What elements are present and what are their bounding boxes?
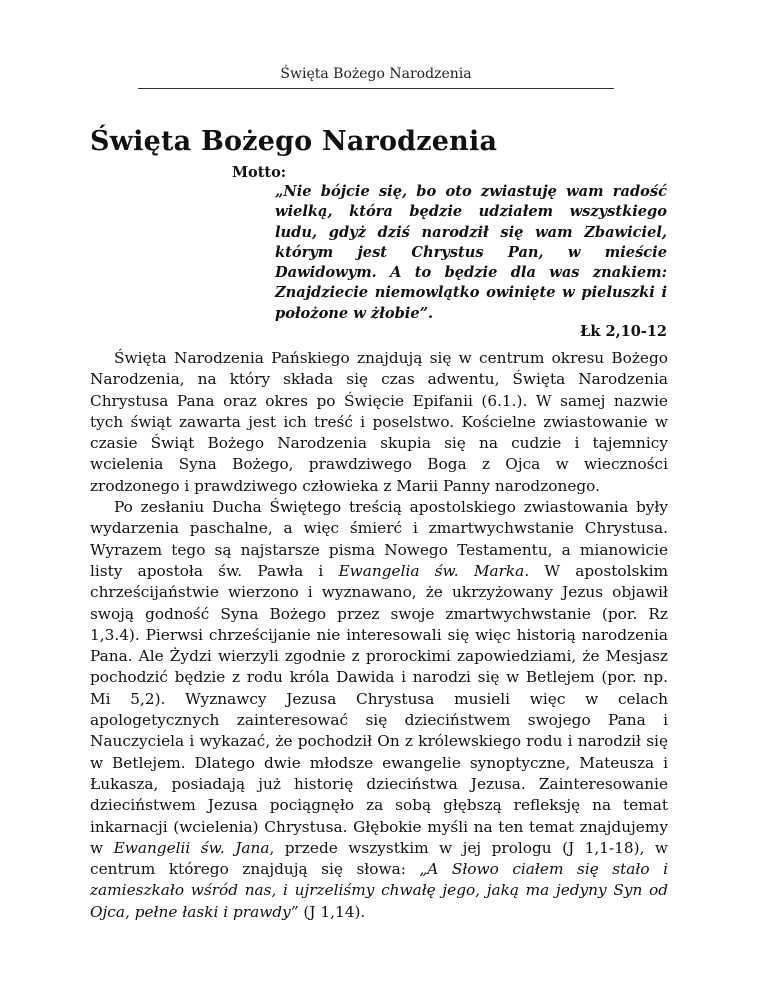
paragraph-2-text-a: Po zesłaniu Ducha Świętego treścią apostolskiego zwiastowania były wydarzenia paschalne, a więc śmierć i zmartwychwstanie Chrystusa. Wyrazem tego są najstarsze pisma Nowego Testamentu, a mianowicie listy apostoła św. Pawła i bbox=[90, 498, 668, 580]
header-rule bbox=[138, 88, 614, 89]
paragraph-2-text-c: , przede wszystkim w jej prologu (J 1,1-18), w centrum którego znajdują się słowa: bbox=[90, 838, 668, 879]
motto-source: Łk 2,10-12 bbox=[580, 323, 667, 340]
paragraph-2-quote-john: „A Słowo ciałem się stało i zamieszkało wśród nas, i ujrzeliśmy chwałę jego, jaką ma jedyny Syn od Ojca, pełne łaski i prawdy” bbox=[90, 860, 668, 921]
running-header: Święta Bożego Narodzenia bbox=[280, 66, 472, 82]
paragraph-1: Święta Narodzenia Pańskiego znajdują się w centrum okresu Bożego Narodzenia, na który składa się czas adwentu, Święta Narodzenia Chrystusa Pana oraz okres po Święcie Epifanii (6.1.). W samej nazwie tych świąt zawarta jest ich treść i poselstwo. Kościelne zwiastowanie w czasie Świąt Bożego Narodzenia skupia się na cudzie i tajemnicy wcielenia Syna Bożego, prawdziwego Boga z Ojca w wieczności zrodzonego i prawdziwego człowieka z Marii Panny narodzonego. bbox=[90, 349, 668, 495]
paragraph-2-text-d: (J 1,14). bbox=[298, 902, 366, 921]
motto-quote: „Nie bójcie się, bo oto zwiastuję wam radość wielką, która będzie udziałem wszystkiego ludu, gdyż dziś narodził się wam Zbawiciel, którym jest Chrystus Pan, w mieście Dawidowym. A to będzie dla was znakiem: Znajdziecie niemowlątko owinięte w pieluszki i położone w żłobie”. bbox=[275, 183, 667, 322]
motto-label: Motto: bbox=[232, 164, 287, 181]
paragraph-2-title-mark: Ewangelia św. Marka bbox=[338, 561, 525, 580]
paragraph-2 bbox=[90, 497, 668, 923]
chapter-title: Święta Bożego Narodzenia bbox=[90, 126, 498, 157]
body-text bbox=[90, 348, 668, 923]
paragraph-2-text-b: . W apostolskim chrześcijaństwie wierzono i wyznawano, że ukrzyżowany Jezus objawił swoją godność Syna Bożego przez swoje zmartwychwstanie (por. Rz 1,3.4). Pierwsi chrześcijanie nie interesowali się więc historią narodzenia Pana. Ale Żydzi wierzyli zgodnie z prorockimi zapowiedziami, że Mesjasz pochodzić będzie z rodu króla Dawida i narodzi się w Betlejem (por. np. Mi 5,2). Wyznawcy Jezusa Chrystusa musieli więc w celach apologetycznych zainteresować się dzieciństwem swojego Pana i Nauczyciela i wykazać, że pochodził On z królewskiego rodu i narodził się w Betlejem. Dlatego dwie młodsze ewangelie synoptyczne, Mateusza i Łukasza, posiadają już historię dzieciństwa Jezusa. Zainteresowanie dzieciństwem Jezusa pociągnęło za sobą głębszą refleksję na temat inkarnacji (wcielenia) Chrystusa. Głębokie myśli na ten temat znajdujemy w bbox=[90, 561, 668, 857]
paragraph-2-title-john: Ewangelii św. Jana bbox=[113, 838, 270, 857]
